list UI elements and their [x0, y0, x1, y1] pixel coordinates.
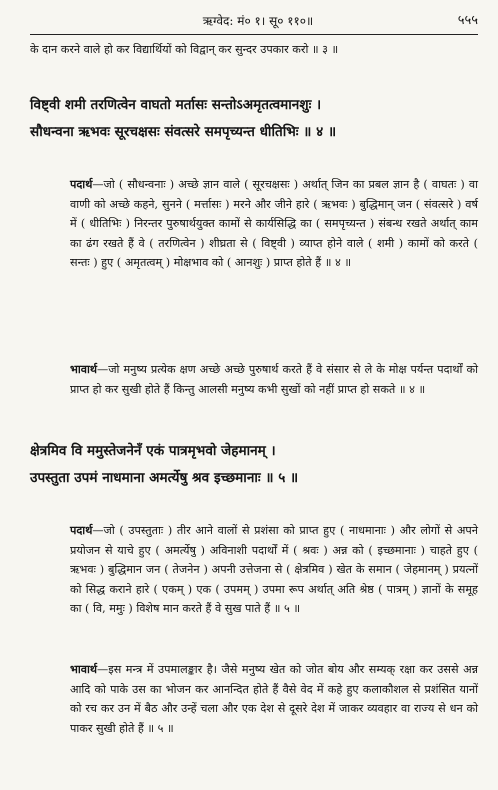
header-rule	[30, 34, 478, 35]
mantra-5-line-1: क्षेत्रमिव वि ममुस्तेजनेनँ एकं पात्रमृभवो जेहमानम् ।	[30, 443, 276, 459]
bhavartha-5	[30, 660, 478, 738]
padartha-4-text: —जो ( सौधन्वनाः ) अच्छे ज्ञान वाले ( सूरचक्षसः ) अर्थात् जिन का प्रबल ज्ञान है ( वाघतः ) वा वाणी को अच्छे कहने, सुनने ( मर्त्तासः ) मरने और जीने हारे ( ऋभवः ) बुद्धिमान् जन ( संवत्सरे ) वर्ष में ( धीतिभिः ) निरन्तर पुरुषार्थयुक्त कामों से कार्यसिद्धि का ( समपृच्यन्त ) संबन्ध रखते अर्थात् काम का ढंग रखते हैं वे ( तरणित्वेन ) शीघ्रता से ( विष्ट्वी ) व्याप्त होने वाले ( शमी ) कामों को करते ( सन्तः ) हुए ( अमृतत्वम् ) मोक्षभाव को ( आनशुः ) प्राप्त होते हैं ॥ ४ ॥	[70, 178, 478, 269]
bhavartha-4-paragraph	[30, 360, 478, 399]
header-title: ऋग्वेद: मं० १। सू० ११०॥	[202, 14, 314, 28]
bhavartha-5-paragraph	[30, 660, 478, 738]
bhavartha-4	[30, 360, 478, 399]
padartha-5-paragraph	[30, 521, 478, 619]
padartha-5-text: —जो ( उपस्तुताः ) तीर आने वालों से प्रशंसा को प्राप्त हुए ( नाधमानाः ) और लोगों से अपने प्रयोजन से याचे हुए ( अमर्त्येषु ) अविनाशी पदार्थों में ( श्रवः ) अन्न को ( इच्छमानाः ) चाहते हुए ( ऋभवः ) बुद्धिमान जन ( तेजनेन ) अपनी उत्तेजना से ( क्षेत्रमिव ) खेत के समान ( जेहमानम् ) प्रयत्नों को सिद्ध कराने हारे ( एकम् ) एक ( उपमम् ) उपमा रूप अर्थात् अति श्रेष्ठ ( पात्रम् ) ज्ञानों के समूह का ( वि, ममुः ) विशेष मान करते हैं वे सुख पाते हैं ॥ ५ ॥	[70, 524, 478, 615]
mantra-5	[30, 438, 478, 492]
page-number: ५५५	[457, 13, 478, 28]
padartha-4	[30, 175, 478, 273]
mantra-4	[30, 92, 478, 146]
padartha-5-label: पदार्थ	[70, 523, 93, 537]
bhavartha-5-text: —इस मन्त्र में उपमालङ्कार है। जैसे मनुष्य खेत को जोत बोय और सम्यक् रक्षा कर उससे अन्न आदि को पाके उस का भोजन कर आनन्दित होते हैं वैसे वेद में कहे हुए कलाकौशल से प्रशंसित यानों को रच कर उन में बैठ और उन्हें चला और एक देश से दूसरे देश में जाकर व्यवहार वा राज्य से धन को पाकर सुखी होते हैं ॥ ५ ॥	[70, 663, 478, 735]
bhavartha-4-text: —जो मनुष्य प्रत्येक क्षण अच्छे अच्छे पुरुषार्थ करते हैं वे संसार से ले के मोक्ष पर्यन्त पदार्थों को प्राप्त हो कर सुखी होते हैं किन्तु आलसी मनुष्य कभी सुखों को नहीं प्राप्त हो सकते ॥ ४ ॥	[70, 363, 478, 396]
padartha-5	[30, 521, 478, 619]
mantra-5-line-2: उपस्तुता उपमं नाधमाना अमर्त्येषु श्रव इच्छमानाः ॥ ५ ॥	[30, 470, 299, 486]
padartha-4-label: पदार्थ	[70, 177, 93, 191]
mantra-4-line-1: विष्ट्वी शमी तरणित्वेन वाघतो मर्तासः सन्तोऽअमृतत्वमानशुः ।	[30, 97, 322, 113]
bhavartha-4-label: भावार्थ	[70, 362, 98, 376]
running-header	[38, 10, 478, 32]
carry-over-text: के दान करने वाले हो कर विद्यार्थियों को विद्वान् कर सुन्दर उपकार करो ॥ ३ ॥	[30, 43, 339, 56]
padartha-4-paragraph	[30, 175, 478, 273]
carry-over-paragraph	[30, 40, 478, 60]
mantra-4-line-2: सौधन्वना ऋभवः सूरचक्षसः संवत्सरे समपृच्यन्त धीतिभिः ॥ ४ ॥	[30, 124, 337, 140]
bhavartha-5-label: भावार्थ	[70, 662, 98, 676]
